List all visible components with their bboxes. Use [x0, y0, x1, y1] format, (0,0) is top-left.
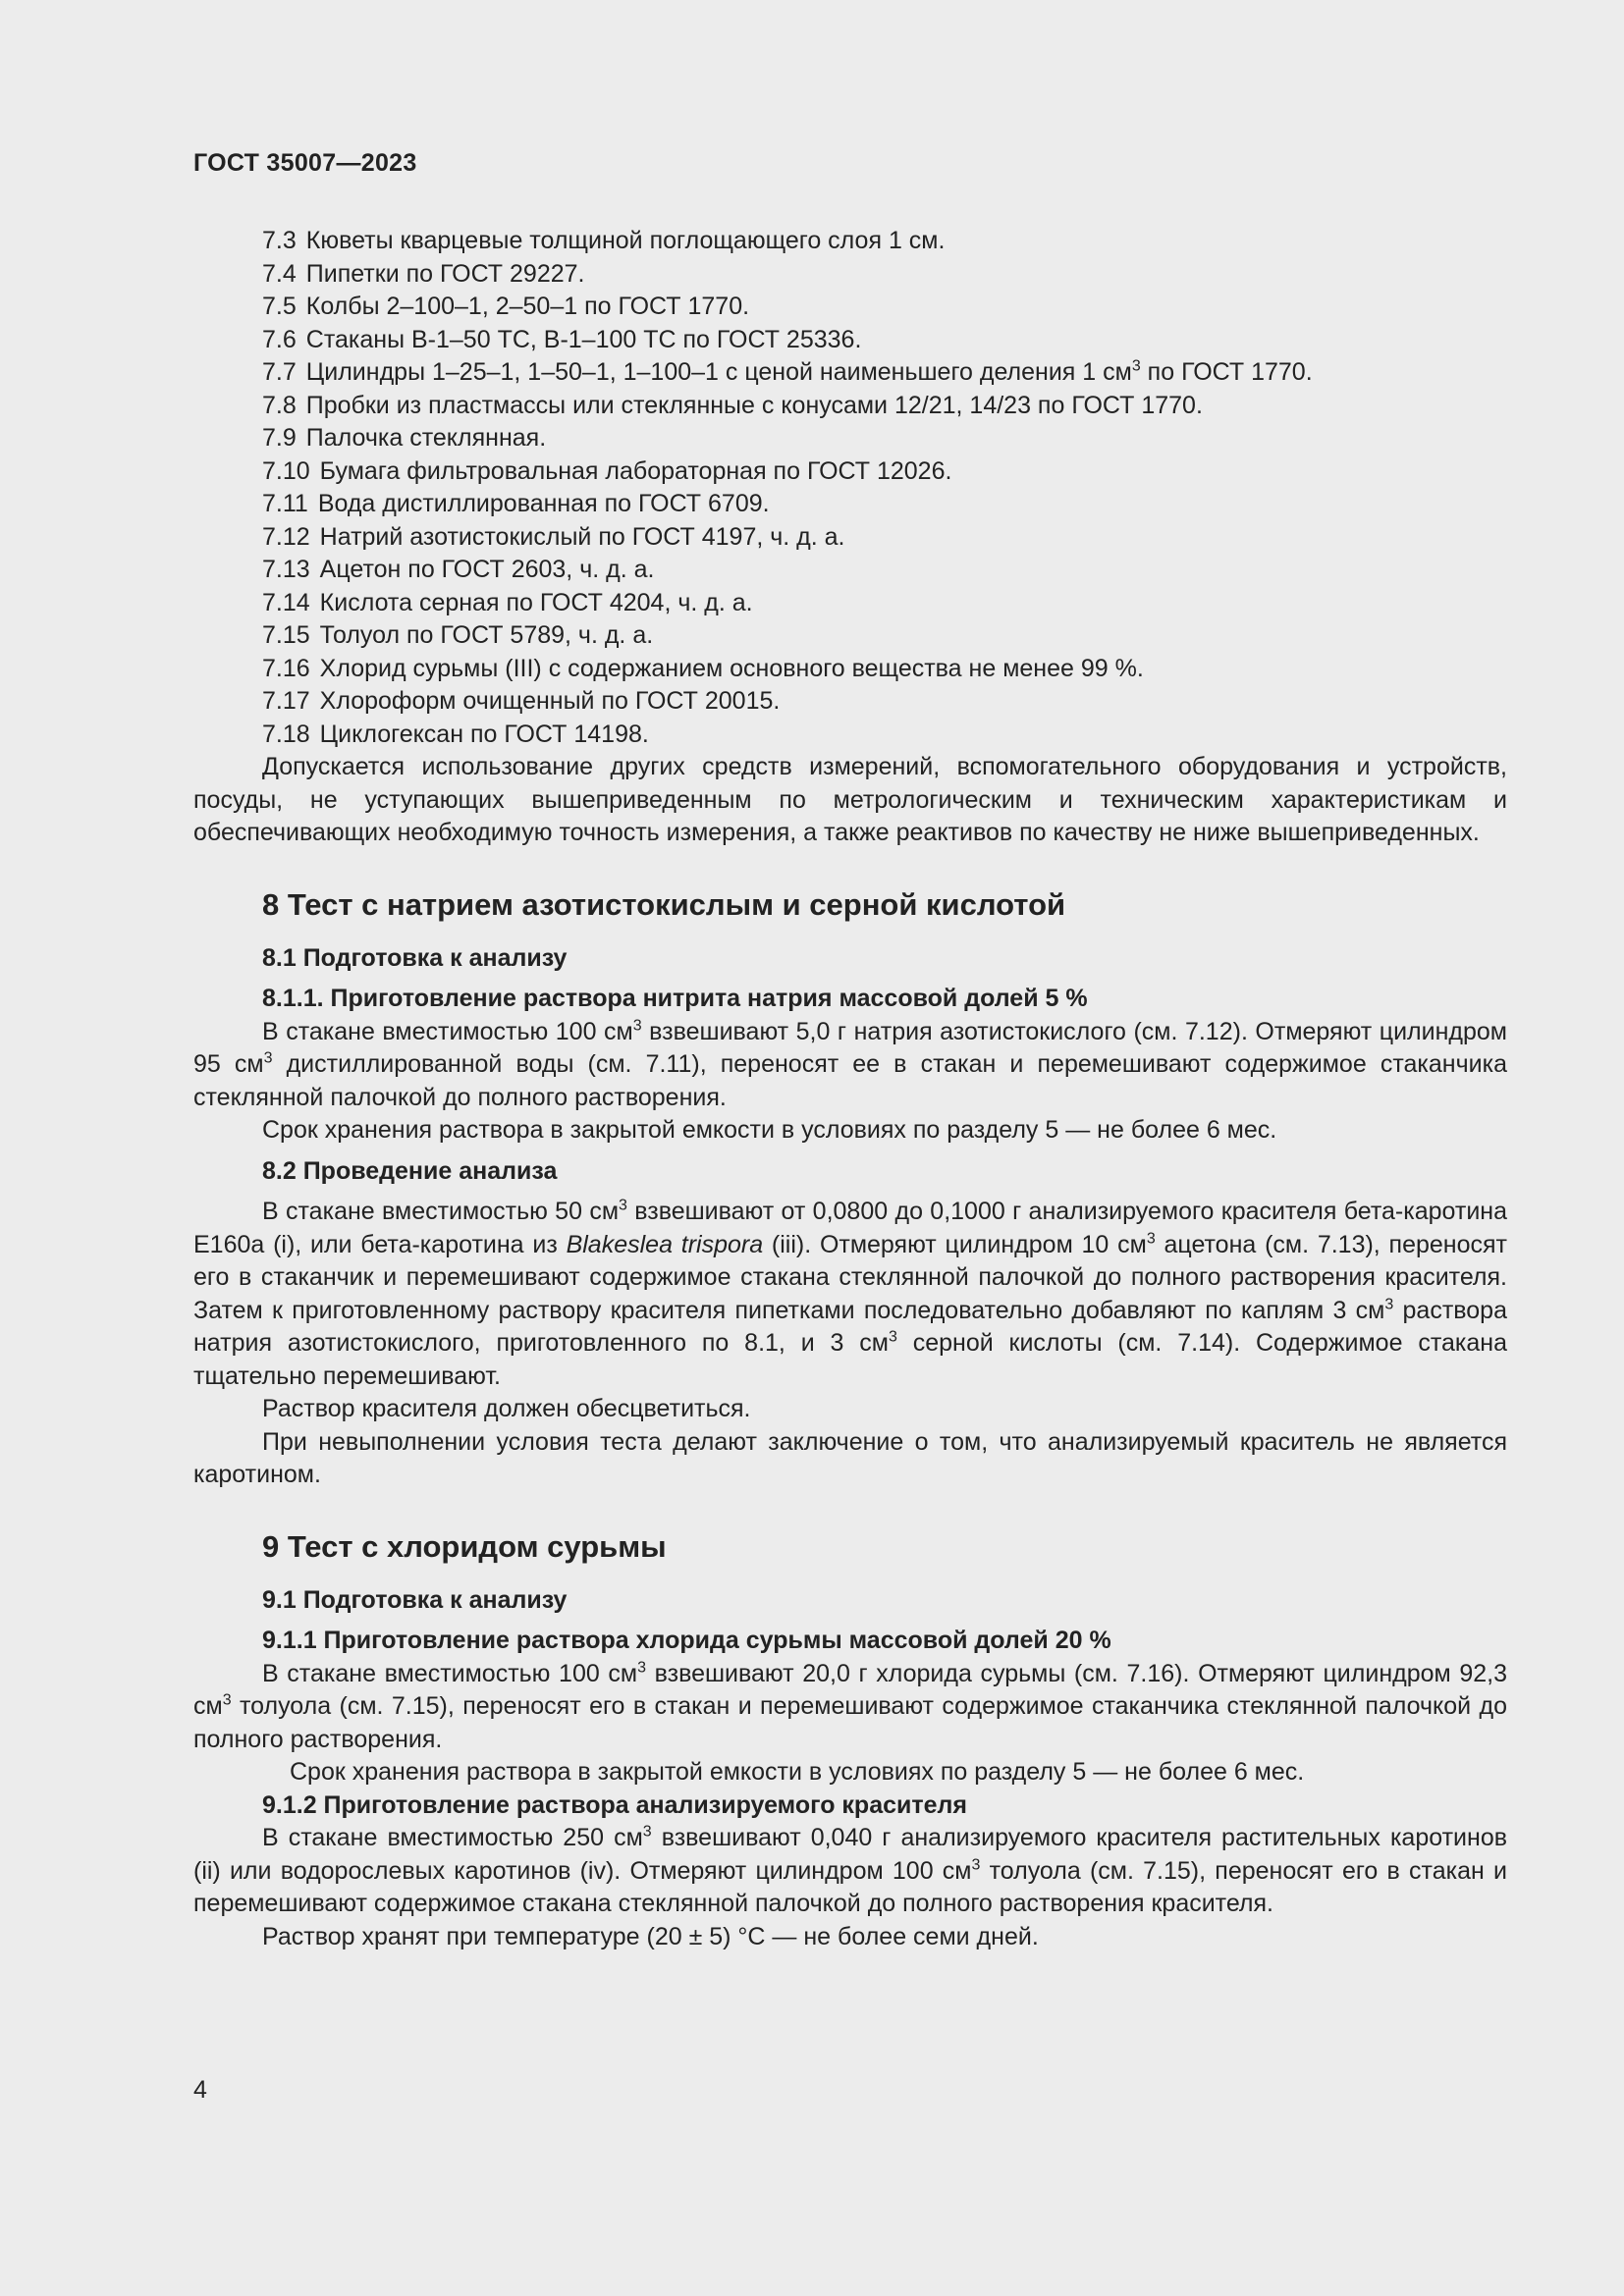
list-item: [193, 587, 1507, 620]
storage-note: Срок хранения раствора в закрытой емкости в условиях по разделу 5 — не более 6 мес.: [290, 1758, 1305, 1786]
item-text: по ГОСТ 1770.: [1140, 358, 1313, 386]
list-item: [193, 685, 1507, 719]
list-item: [193, 521, 1507, 555]
item-text: Палочка стеклянная.: [305, 424, 547, 452]
superscript: 3: [632, 1017, 642, 1035]
list-item: [193, 422, 1507, 455]
item-number: 7.6: [262, 325, 297, 353]
section-9-1-2-paragraph: В стакане вместимостью 250 $см^3$ взвешивают 0,040 г анализируемого красителя растительных каротинов (ii) или водорослевых каротинов (iv). Отмеряют цилиндром 100 $см^3$ толуола (см. 7.15), переносят его в стакан и перемешивают содержимое стакана стеклянной палочкой до полного растворения красителя.: [193, 1823, 1508, 1917]
item-text: Пробки из пластмассы или стеклянные с конусами 12/21, 14/23 по ГОСТ 1770.: [305, 391, 1203, 419]
item-text: Циклогексан по ГОСТ 14198.: [319, 720, 649, 748]
superscript: 3: [971, 1856, 981, 1874]
item-text: Цилиндры 1–25–1, 1–50–1, 1–100–1 с ценой наименьшего деления 1 см: [305, 358, 1132, 386]
list-item: [193, 258, 1507, 292]
section-8-2-paragraph: В стакане вместимостью 50 $см^3$ взвешивают от 0,0800 до 0,1000 г анализируемого красителя бета-каротина Е160а (i), или бета-каротина из Blakeslea trispora (iii). Отмеряют цилиндром 10 $см^3$ ацетона (см. 7.13), переносят его в стаканчик и перемешивают содержимое стакана стеклянной палочкой до полного растворения красителя. Затем к приготовленному раствору красителя пипетками последовательно добавляют по каплям 3 $см^3$ раствора натрия азотистокислого, приготовленного по 8.1, и 3 $см^3$ серной кислоты (см. 7.14). Содержимое стакана тщательно перемешивают.: [193, 1197, 1507, 1390]
section-8-1-title: 8.1 Подготовка к анализу: [262, 943, 568, 972]
storage-temperature-note: Раствор хранят при температуре (20 ± 5) °С — не более семи дней.: [262, 1922, 1039, 1950]
section-9-1-1-paragraph: В стакане вместимостью 100 $см^3$ взвешивают 20,0 г хлорида сурьмы (см. 7.16). Отмеряют цилиндром 92,3 $см^3$ толуола (см. 7.15), переносят его в стакан и перемешивают содержимое стаканчика стеклянной палочкой до полного растворения.: [193, 1659, 1507, 1753]
equipment-list: [193, 225, 1507, 751]
item-text: Бумага фильтровальная лабораторная по ГОСТ 12026.: [319, 456, 952, 485]
section-9-title: 9 Тест с хлоридом сурьмы: [262, 1528, 667, 1564]
item-text: Толуол по ГОСТ 5789, ч. д. а.: [319, 621, 654, 649]
item-number: 7.18: [262, 720, 310, 748]
item-number: 7.11: [262, 490, 308, 517]
list-item: [193, 390, 1507, 423]
item-number: 7.4: [262, 259, 297, 288]
item-text: Натрий азотистокислый по ГОСТ 4197, ч. д. а.: [319, 522, 845, 551]
list-item: [193, 619, 1507, 653]
item-number: 7.3: [262, 227, 297, 254]
item-text: Колбы 2–100–1, 2–50–1 по ГОСТ 1770.: [305, 293, 750, 320]
list-item: [193, 356, 1507, 390]
item-text: Хлорид сурьмы (III) с содержанием основного вещества не менее 99 %.: [319, 654, 1144, 682]
list-item: [193, 324, 1507, 357]
item-text: Кислота серная по ГОСТ 4204, ч. д. а.: [319, 588, 753, 616]
item-number: 7.15: [262, 621, 310, 649]
item-number: 7.12: [262, 522, 310, 551]
page-number: 4: [193, 2076, 207, 2104]
section-9-1-1-title: 9.1.1 Приготовление раствора хлорида сурьмы массовой долей 20 %: [262, 1627, 1111, 1654]
item-number: 7.7: [262, 358, 297, 386]
allowance-paragraph: Допускается использование других средств измерений, вспомогательного оборудования и устройств, посуды, не уступающих вышеприведенным по метрологическим и техническим характеристикам и обеспечивающих необходимую точность измерения, а также реактивов по качеству не ниже вышеприведенных.: [193, 753, 1507, 846]
superscript: 3: [619, 1197, 627, 1214]
item-text: Вода дистиллированная по ГОСТ 6709.: [317, 490, 770, 517]
list-item: [193, 554, 1507, 587]
item-number: 7.16: [262, 654, 310, 682]
document-header: ГОСТ 35007—2023: [193, 149, 417, 177]
section-9-1-2-title: 9.1.2 Приготовление раствора анализируемого красителя: [262, 1790, 967, 1819]
list-item: [193, 653, 1507, 686]
item-number: 7.14: [262, 588, 310, 616]
item-number: 7.5: [262, 293, 297, 320]
section-9-1-title: 9.1 Подготовка к анализу: [262, 1585, 568, 1614]
section-8-1-1-title: 8.1.1. Приготовление раствора нитрита натрия массовой долей 5 %: [262, 985, 1088, 1012]
superscript: 3: [888, 1328, 897, 1346]
section-8-1-1-paragraph: В стакане вместимостью 100 $см^3$ взвешивают 5,0 г натрия азотистокислого (см. 7.12). Отмеряют цилиндром 95 $см^3$ дистиллированной воды (см. 7.11), переносят ее в стакан и перемешивают содержимое стаканчика стеклянной палочкой до полного растворения.: [193, 1017, 1507, 1111]
section-8-2-title: 8.2 Проведение анализа: [262, 1156, 558, 1185]
superscript: 3: [637, 1659, 646, 1677]
item-text: Стаканы В-1–50 ТС, В-1–100 ТС по ГОСТ 25336.: [305, 325, 862, 353]
item-number: 7.10: [262, 456, 310, 485]
conclusion-paragraph: При невыполнении условия теста делают заключение о том, что анализируемый краситель не является каротином.: [193, 1427, 1507, 1488]
item-number: 7.9: [262, 424, 297, 452]
item-text: Пипетки по ГОСТ 29227.: [305, 259, 585, 288]
superscript: 3: [1131, 357, 1141, 375]
list-item: [193, 291, 1507, 324]
superscript: 3: [263, 1049, 273, 1067]
section-8-title: 8 Тест с натрием азотистокислым и серной кислотой: [262, 886, 1066, 922]
species-name: Blakeslea trispora: [566, 1230, 764, 1258]
superscript: 3: [642, 1823, 652, 1841]
page-content: [193, 225, 1507, 1953]
item-text: Кюветы кварцевые толщиной поглощающего слоя 1 см.: [305, 227, 946, 254]
list-item: [193, 488, 1507, 521]
superscript: 3: [1384, 1296, 1394, 1313]
storage-note: Срок хранения раствора в закрытой емкости в условиях по разделу 5 — не более 6 мес.: [262, 1116, 1277, 1144]
list-item: [193, 455, 1507, 489]
result-note: Раствор красителя должен обесцветиться.: [262, 1395, 751, 1422]
item-number: 7.13: [262, 556, 310, 583]
item-text: Хлороформ очищенный по ГОСТ 20015.: [319, 687, 781, 715]
superscript: 3: [222, 1691, 232, 1709]
list-item: [193, 225, 1507, 258]
item-text: Ацетон по ГОСТ 2603, ч. д. а.: [319, 556, 655, 583]
item-number: 7.8: [262, 391, 297, 419]
superscript: 3: [1146, 1230, 1156, 1248]
list-item: [193, 719, 1507, 752]
item-number: 7.17: [262, 687, 310, 715]
